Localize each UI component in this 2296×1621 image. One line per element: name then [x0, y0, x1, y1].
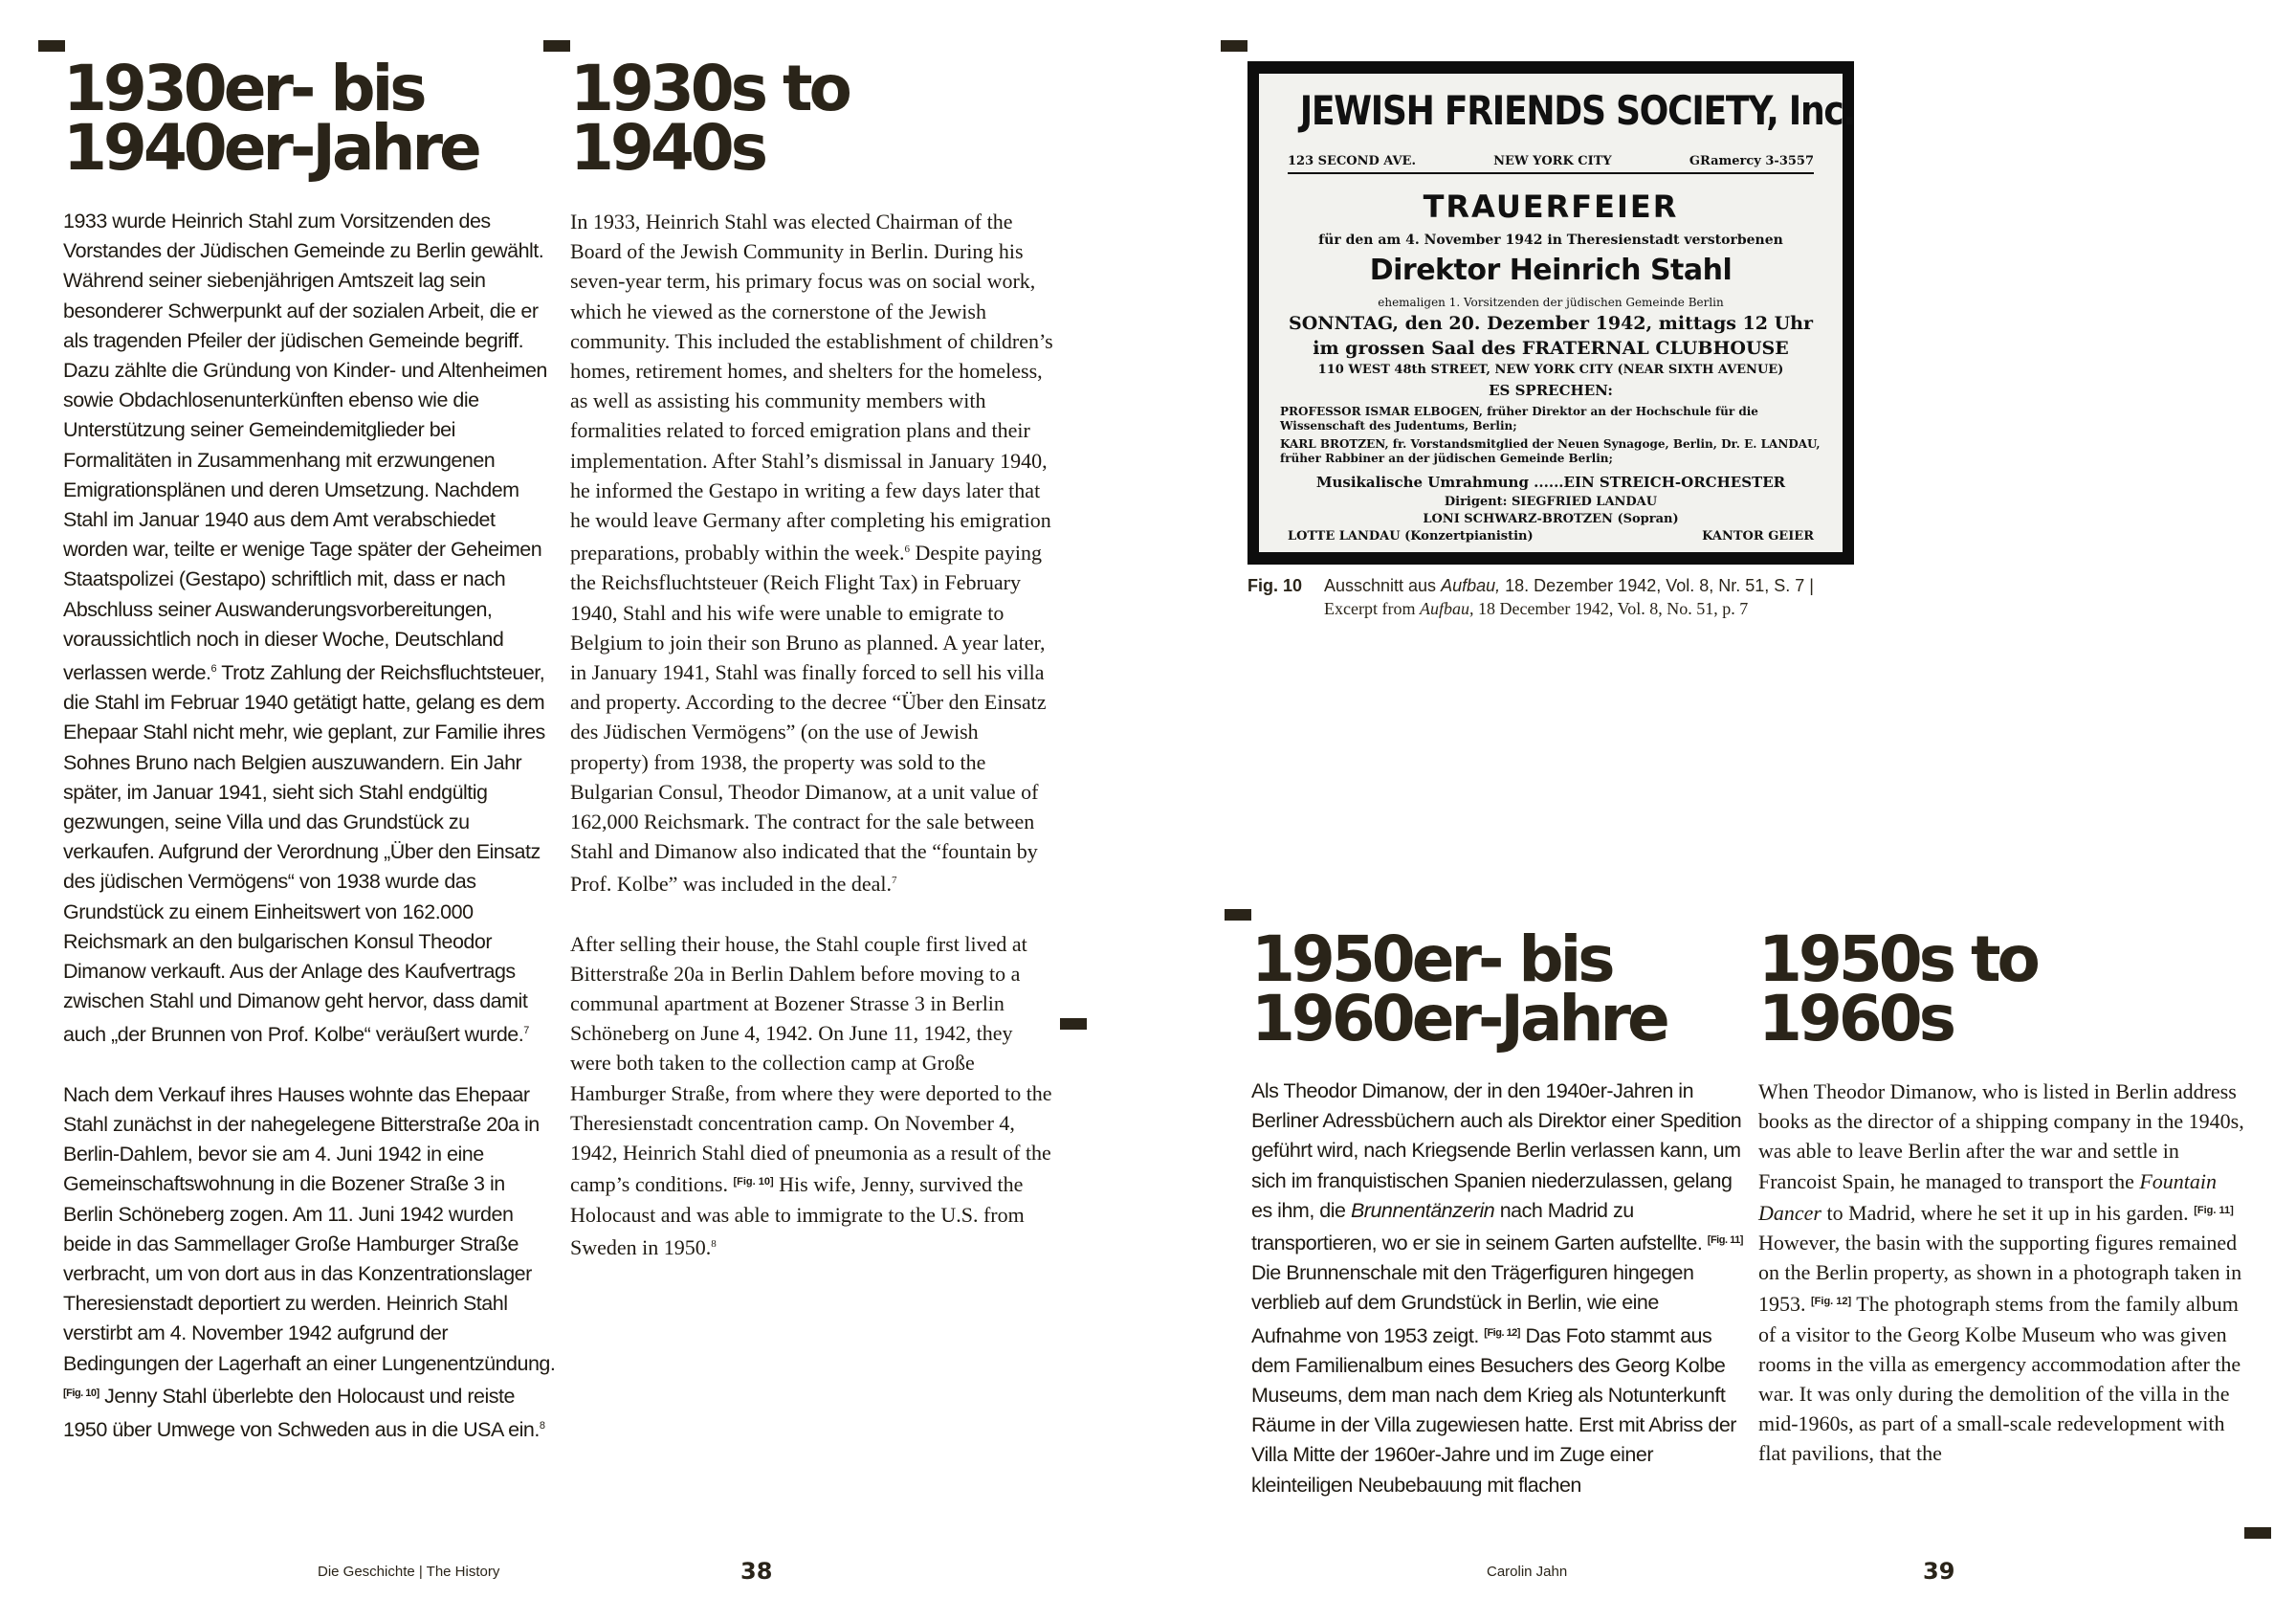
clipping-phone: GRamercy 3-3557: [1689, 154, 1814, 168]
german-body-text: [63, 207, 559, 1445]
german-body-text: [1251, 1077, 1747, 1500]
clipping-performers-row: [1288, 529, 1814, 544]
clipping-speaker: KARL BROTZEN, fr. Vorstandsmitglied der Neuen Synagoge, Berlin, Dr. E. LANDAU, früher Rabbiner an der jüdischen Gemeinde Berlin;: [1280, 437, 1821, 465]
publication-title: Aufbau,: [1441, 576, 1501, 595]
footnote-marker: 7: [523, 1025, 529, 1037]
english-body-text: [1758, 1077, 2246, 1469]
text-run: Despite paying the Reichsfluchtsteuer (Reich Flight Tax) in February 1940, Stahl and his wife were unable to emigrate to Belgium to join their son Bruno as planned. A year later, in January 1941, Stahl was finally forced to sell his villa and property. According to the decree “Über den Einsatz des Jüdischen Vermögens” (on the use of Jewish property) from 1938, the property was sold to the Bulgarian Consul, Theodor Dimanow, at a unit value of 162,000 Reichsmark. The contract for the sale between Stahl and Dimanow also indicated that the “fountain by Prof. Kolbe” was included in the deal.: [570, 541, 1047, 897]
clipping-cantor: KANTOR GEIER: [1702, 529, 1814, 544]
clipping-conductor: Dirigent: SIEGFRIED LANDAU: [1444, 495, 1658, 509]
text-run: The photograph stems from the family album of a visitor to the Georg Kolbe Museum who was given rooms in the villa as emergency accommodation after the war. It was only during the demolition of the villa in the mid-1960s, as part of a small-scale redevelopment with flat pavilions, that the: [1758, 1292, 2241, 1466]
newspaper-clipping-image: [1247, 61, 1854, 565]
text-run: Nach dem Verkauf ihres Hauses wohnte das Ehepaar Stahl zunächst in der nahegelegene Bitterstraße 20a in Berlin-Dahlem, bevor sie am 4. Juni 1942 in eine Gemeinschaftswohnung in die Bozener Straße 3 in Berlin Schöneberg zogen. Am 11. Juni 1942 wurden beide in das Sammellager Große Hamburger Straße verbracht, um von dort aus in das Konzentrationslager Theresienstadt deportiert zu werden. Heinrich Stahl verstirbt am 4. November 1942 aufgrund der Bedingungen der Lagerhaft an einer Lungenentzündung.: [63, 1082, 556, 1375]
text-run: When Theodor Dimanow, who is listed in Berlin address books as the director of a shipping company in the 1940s, was able to leave Berlin after the war and settle in Francoist Spain, he managed to transport the: [1758, 1079, 2244, 1193]
heading-english-1950s: [1758, 922, 2037, 1055]
footnote-marker: 7: [892, 875, 897, 887]
clipping-pianist: LOTTE LANDAU (Konzertpianistin): [1288, 529, 1534, 544]
artwork-title: Fountain Dancer: [1758, 1168, 2218, 1225]
text-run: nach Madrid zu transportieren, wo er sie in seinem Garten aufstellte.: [1251, 1198, 1708, 1255]
heading-line: 1930er- bis: [63, 52, 424, 125]
clipping-date: SONNTAG, den 20. Dezember 1942, mittags 12 Uhr: [1289, 313, 1813, 334]
footnote-marker: 8: [711, 1237, 717, 1250]
page-number-right: 39: [1923, 1558, 1955, 1585]
paragraph: [63, 1080, 559, 1445]
clipping-address: 123 SECOND AVE.: [1288, 154, 1416, 168]
text-run: Das Foto stammt aus dem Familienalbum eines Besuchers des Georg Kolbe Museums, dem man nach dem Krieg als Notunterkunft Räume in der Villa zugewiesen hatte. Erst mit Abriss der Villa Mitte der 1960er-Jahre und im Zuge einer kleinteiligen Neubebauung mit flachen: [1251, 1323, 1736, 1497]
text-run: 18 December 1942, Vol. 8, No. 51, p. 7: [1473, 599, 1749, 618]
text-run: Trotz Zahlung der Reichsfluchtsteuer, die Stahl im Februar 1940 getätigt hatte, gelang es dem Ehepaar Stahl nicht mehr, wie geplant, zur Familie ihres Sohnes Bruno nach Belgien auszuwandern. Ein Jahr später, im Januar 1941, sieht sich Stahl endgültig gezwungen, seine Villa und das Grundstück zu verkaufen. Aufgrund der Verordnung „Über den Einsatz des jüdischen Vermögens“ von 1938 wurde das Grundstück zu einem Einheitswert von 162.000 Reichsmark an den bulgarischen Konsul Theodor Dimanow verkauft. Aus der Anlage des Kaufvertrags zwischen Stahl und Dimanow geht hervor, dass damit auch „der Brunnen von Prof. Kolbe“ veräußert wurde.: [63, 661, 545, 1047]
heading-line: 1950s to: [1758, 922, 2037, 996]
clipping-street: 110 WEST 48th STREET, NEW YORK CITY (NEAR SIXTH AVENUE): [1317, 363, 1784, 377]
paragraph: [1251, 1077, 1747, 1500]
text-run: Die Brunnenschale mit den Trägerfiguren hingegen verblieb auf dem Grundstück in Berlin, wie eine Aufnahme von 1953 zeigt.: [1251, 1261, 1694, 1347]
clipping-title: JEWISH FRIENDS SOCIETY, Inc.: [1299, 87, 1855, 134]
page-footer-right: Carolin Jahn: [1487, 1564, 1568, 1580]
figure-reference: [Fig. 10]: [733, 1176, 774, 1188]
text-run: to Madrid, where he set it up in his garden.: [1821, 1200, 2195, 1225]
text-run: Als Theodor Dimanow, der in den 1940er-Jahren in Berliner Adressbüchern auch als Direktor einer Spedition geführt wird, nach Kriegsende Berlin verlassen kann, um sich im franquistischen Spanien niederzulassen, gelang es ihm, die: [1251, 1079, 1742, 1222]
clipping-soprano: LONI SCHWARZ-BROTZEN (Sopran): [1423, 512, 1679, 526]
clipping-line: für den am 4. November 1942 in Theresienstadt verstorbenen: [1318, 233, 1783, 248]
paragraph: [63, 207, 559, 1051]
text-run: Jenny Stahl überlebte den Holocaust und reiste 1950 über Umwege von Schweden aus in die USA ein.: [63, 1384, 540, 1441]
heading-line: 1960s: [1758, 982, 1953, 1055]
figure-label: Fig. 10: [1247, 576, 1303, 595]
section-marker: [1221, 40, 1247, 52]
paragraph: [570, 929, 1058, 1262]
figure-reference: [Fig. 10]: [63, 1387, 99, 1399]
text-run: 1933 wurde Heinrich Stahl zum Vorsitzenden des Vorstandes der Jüdischen Gemeinde zu Berlin gewählt. Während seiner siebenjährigen Amtszeit lag sein besonderer Schwerpunkt auf der sozialen Arbeit, die er als tragenden Pfeiler der jüdischen Gemeinde begriff. Dazu zählte die Gründung von Kinder- und Altenheimen sowie Obdachlosenunterkünften ebenso wie die Unterstützung seiner Gemeindemitglieder bei Formalitäten in Zusammenhang mit erzwungenen Emigrationsplänen und deren Umsetzung. Nachdem Stahl im Januar 1940 aus dem Amt verabschiedet worden war, teilte er wenige Tage später der Geheimen Staatspolizei (Gestapo) schriftlich mit, dass er nach Abschluss seiner Auswanderungsvorbereitungen, voraussichtlich noch in dieser Woche, Deutschland verlassen werde.: [63, 210, 547, 685]
heading-line: 1940er-Jahre: [63, 111, 478, 185]
heading-german-1930s: [63, 52, 478, 185]
clipping-speaker: PROFESSOR ISMAR ELBOGEN, früher Direktor an der Hochschule für die Wissenschaft des Judentums, Berlin;: [1280, 405, 1758, 433]
text-run: Excerpt from: [1324, 599, 1420, 618]
figure-reference: [Fig. 12]: [1811, 1296, 1852, 1308]
footnote-marker: 6: [904, 544, 910, 556]
page-number-left: 38: [740, 1558, 773, 1585]
clipping-speakers-label: ES SPRECHEN:: [1489, 382, 1613, 399]
artwork-title: Brunnentänzerin: [1350, 1198, 1495, 1222]
text-run: Ausschnitt aus: [1324, 576, 1442, 595]
heading-english-1930s: [570, 52, 849, 185]
clipping-line: ehemaligen 1. Vorsitzenden der jüdischen Gemeinde Berlin: [1378, 296, 1724, 309]
clipping-address-row: [1288, 154, 1814, 174]
clipping-name: Direktor Heinrich Stahl: [1369, 254, 1733, 287]
text-run: After selling their house, the Stahl couple first lived at Bitterstraße 20a in Berlin Dahlem before moving to a communal apartment at Bozener Strasse 3 in Berlin Schöneberg on June 4, 1942. On June 11, 1942, they were both taken to the collection camp at Große Hamburger Straße, from where they were deported to the Theresienstadt concentration camp. On November 4, 1942, Heinrich Stahl died of pneumonia as a result of the camp’s conditions.: [570, 931, 1052, 1197]
figure-reference: [Fig. 11]: [1707, 1234, 1743, 1247]
heading-line: 1930s to: [570, 52, 849, 125]
heading-line: 1950er- bis: [1251, 922, 1612, 996]
publication-title: Aufbau,: [1419, 599, 1474, 618]
text-run: 18. Dezember 1942, Vol. 8, Nr. 51, S. 7 |: [1500, 576, 1814, 595]
figure-caption: [1324, 574, 1860, 620]
clipping-city: NEW YORK CITY: [1493, 154, 1612, 168]
clipping-venue: im grossen Saal des FRATERNAL CLUBHOUSE: [1313, 338, 1789, 359]
text-run: In 1933, Heinrich Stahl was elected Chairman of the Board of the Jewish Community in Berlin. During his seven-year term, his primary focus was on social work, which he viewed as the cornerstone of the Jewish community. This included the establishment of children’s homes, retirement homes, and shelters for the homeless, as well as assisting his community members with formalities related to forced emigration plans and their implementation. After Stahl’s dismissal in January 1940, he informed the Gestapo in writing a few days later that he would leave Germany after completing his emigration preparations, probably within the week.: [570, 210, 1053, 566]
section-marker: [1060, 1018, 1087, 1030]
section-marker: [1225, 909, 1251, 921]
page-footer-left: Die Geschichte | The History: [318, 1564, 500, 1580]
caption-english: [1324, 597, 1860, 620]
figure-reference: [Fig. 12]: [1484, 1326, 1520, 1339]
paragraph: [1758, 1077, 2246, 1469]
footnote-marker: 8: [539, 1419, 545, 1432]
clipping-heading: TRAUERFEIER: [1423, 189, 1679, 225]
text-run: However, the basin with the supporting figures remained on the Berlin property, as shown in a photograph taken in 1953.: [1758, 1231, 2242, 1317]
english-body-text: [570, 207, 1058, 1262]
heading-line: 1940s: [570, 111, 764, 185]
clipping-music: Musikalische Umrahmung ......EIN STREICH-ORCHESTER: [1315, 474, 1786, 491]
section-marker: [543, 40, 570, 52]
caption-german: [1324, 574, 1860, 597]
section-marker: [2244, 1527, 2271, 1539]
heading-line: 1960er-Jahre: [1251, 982, 1667, 1055]
footnote-marker: 6: [210, 663, 217, 676]
section-marker: [38, 40, 65, 52]
paragraph: [570, 207, 1058, 899]
text-run: His wife, Jenny, survived the Holocaust and was able to immigrate to the U.S. from Sweden in 1950.: [570, 1172, 1025, 1259]
heading-german-1950s: [1251, 922, 1667, 1055]
clipping-paper: [1259, 74, 1855, 552]
figure-reference: [Fig. 11]: [2194, 1204, 2234, 1216]
